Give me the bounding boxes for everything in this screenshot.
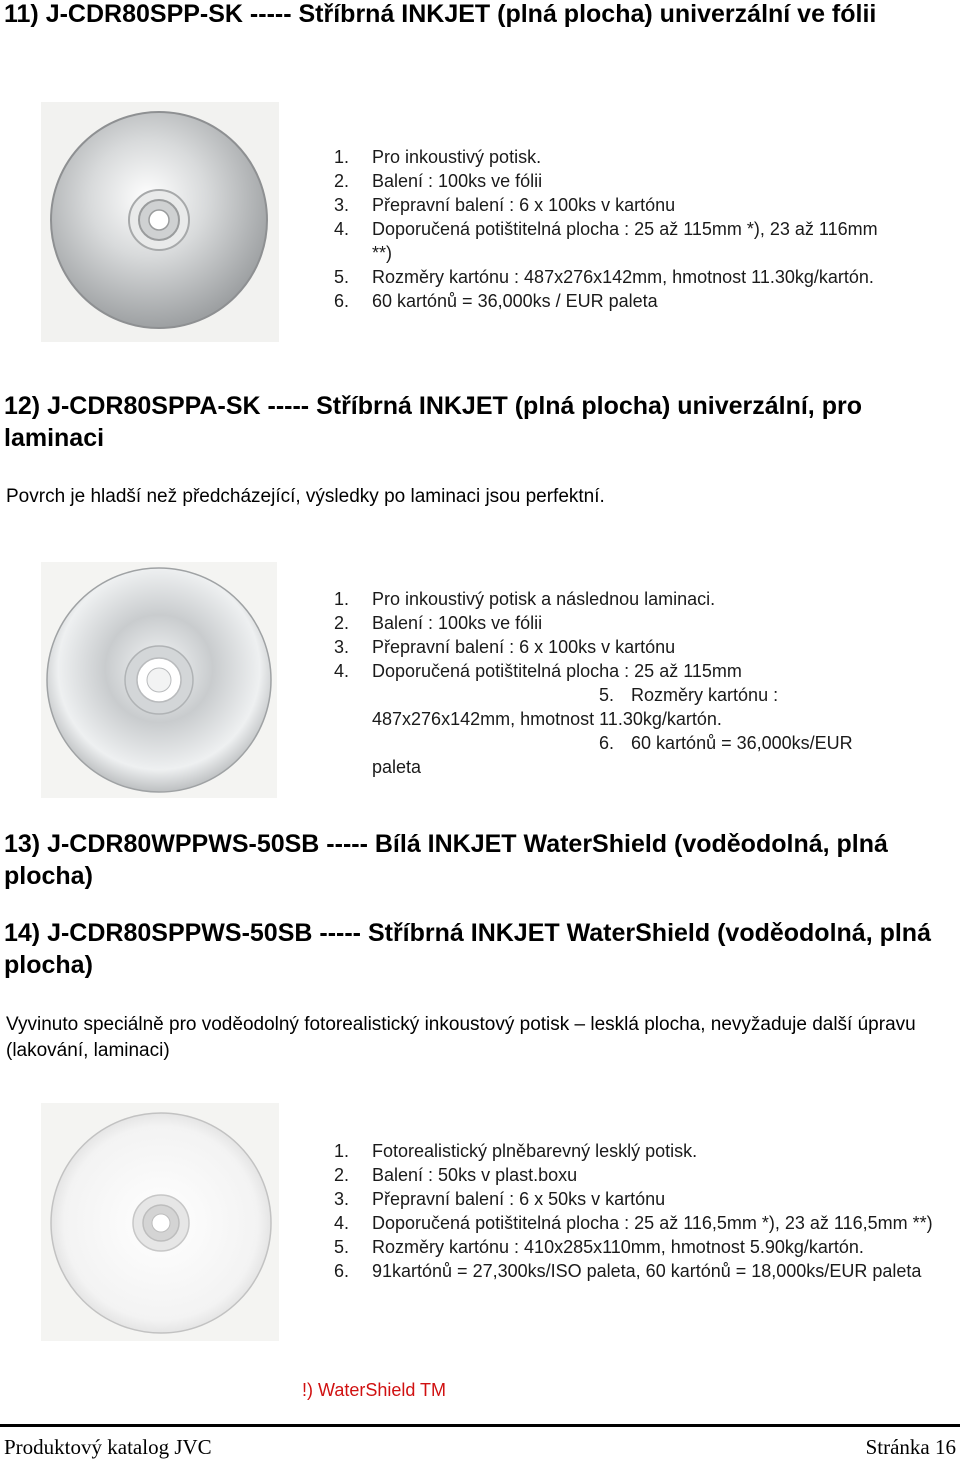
item-number: 5. xyxy=(599,685,615,705)
item-label: 60 kartónů = 36,000ks/EUR xyxy=(631,733,853,753)
section-12-heading: 12) J-CDR80SPPA-SK ----- Stříbrná INKJET (plná plocha) univerzální, pro laminaci xyxy=(4,392,862,452)
white-cd-icon xyxy=(41,1103,279,1341)
item-text: Fotorealistický plněbarevný lesklý potisk. xyxy=(372,1141,698,1161)
item-text: Přepravní balení : 6 x 100ks v kartónu xyxy=(372,637,676,657)
item-number: 6. xyxy=(334,291,350,311)
item-number: 4. xyxy=(334,1213,350,1233)
section-12-description: Povrch je hladší než předcházející, výsledky po laminaci jsou perfektní. xyxy=(6,486,605,507)
spec-item xyxy=(334,1139,934,1163)
section-12-spec-list xyxy=(334,587,914,683)
item-text: Balení : 100ks ve fólii xyxy=(372,171,543,191)
spec-item xyxy=(334,587,914,611)
item-text: Balení : 50ks v plast.boxu xyxy=(372,1165,578,1185)
section-13-heading: 13) J-CDR80WPPWS-50SB ----- Bílá INKJET WaterShield (voděodolná, plná plocha) xyxy=(4,830,888,890)
item-number: 1. xyxy=(334,589,350,609)
white-cd-image xyxy=(41,1103,279,1341)
watershield-note: !) WaterShield TM xyxy=(302,1380,447,1400)
spec-item xyxy=(334,265,894,289)
silver-cd-icon xyxy=(41,102,279,342)
spec-item xyxy=(334,289,894,313)
item-number: 4. xyxy=(334,661,350,681)
item-text: Přepravní balení : 6 x 100ks v kartónu xyxy=(372,195,676,215)
item-label: Rozměry kartónu : xyxy=(631,685,779,705)
item-text: Doporučená potištitelná plocha : 25 až 115mm xyxy=(372,661,742,681)
spec-item xyxy=(334,1187,934,1211)
item-text: Balení : 100ks ve fólii xyxy=(372,613,543,633)
item-number: 2. xyxy=(334,613,350,633)
silver-cd-laminate-icon xyxy=(41,562,277,798)
item-number: 1. xyxy=(334,147,350,167)
silver-cd-laminate-image xyxy=(41,562,277,798)
item-number: 2. xyxy=(334,171,350,191)
item-number: 6. xyxy=(334,1261,350,1281)
section-14-heading: 14) J-CDR80SPPWS-50SB ----- Stříbrná INKJET WaterShield (voděodolná, plná plocha) xyxy=(4,919,931,979)
spec-item xyxy=(334,611,914,635)
spec-item xyxy=(334,635,914,659)
spec-item xyxy=(334,659,914,683)
item-number: 3. xyxy=(334,1189,350,1209)
spec-item xyxy=(334,193,894,217)
item-text: Přepravní balení : 6 x 50ks v kartónu xyxy=(372,1189,666,1209)
section-14-spec-list xyxy=(334,1139,934,1283)
spec-item xyxy=(334,1211,934,1235)
item-value: 487x276x142mm, hmotnost 11.30kg/kartón. xyxy=(372,709,722,729)
item-number: 1. xyxy=(334,1141,350,1161)
footer-catalog-title: Produktový katalog JVC xyxy=(4,1435,212,1459)
footer-divider xyxy=(0,1424,960,1427)
silver-cd-image xyxy=(41,102,279,342)
footer-page-number: Stránka 16 xyxy=(865,1435,956,1459)
item-text: 60 kartónů = 36,000ks / EUR paleta xyxy=(372,291,658,311)
item-text: Pro inkoustivý potisk. xyxy=(372,147,542,167)
item-number: 3. xyxy=(334,637,350,657)
spec-item xyxy=(334,217,894,265)
spec-item xyxy=(334,169,894,193)
section-12-spec-item-6 xyxy=(372,731,932,779)
spec-item xyxy=(334,1259,934,1283)
item-number: 3. xyxy=(334,195,350,215)
section-11-heading: 11) J-CDR80SPP-SK ----- Stříbrná INKJET (plná plocha) univerzální ve fólii xyxy=(4,0,877,28)
section-11-spec-list xyxy=(334,145,894,313)
item-value: paleta xyxy=(372,757,422,777)
item-text: Pro inkoustivý potisk a následnou laminaci. xyxy=(372,589,716,609)
item-text: Doporučená potištitelná plocha : 25 až 115mm *), 23 až 116mm **) xyxy=(372,219,878,263)
spec-item xyxy=(334,1163,934,1187)
section-14-description: Vyvinuto speciálně pro voděodolný fotorealistický inkoustový potisk – lesklá plocha, nevyžaduje další úpravu (lakování, laminaci) xyxy=(6,1014,916,1061)
item-text: 91kartónů = 27,300ks/ISO paleta, 60 kartónů = 18,000ks/EUR paleta xyxy=(372,1261,922,1281)
item-text: Rozměry kartónu : 410x285x110mm, hmotnost 5.90kg/kartón. xyxy=(372,1237,864,1257)
spec-item xyxy=(334,1235,934,1259)
item-number: 5. xyxy=(334,267,350,287)
item-text: Doporučená potištitelná plocha : 25 až 116,5mm *), 23 až 116,5mm **) xyxy=(372,1213,933,1233)
spec-item xyxy=(334,145,894,169)
section-12-spec-item-5 xyxy=(372,683,932,731)
item-text: Rozměry kartónu : 487x276x142mm, hmotnost 11.30kg/kartón. xyxy=(372,267,874,287)
item-number: 5. xyxy=(334,1237,350,1257)
item-number: 6. xyxy=(599,733,615,753)
item-number: 2. xyxy=(334,1165,350,1185)
item-number: 4. xyxy=(334,219,350,239)
